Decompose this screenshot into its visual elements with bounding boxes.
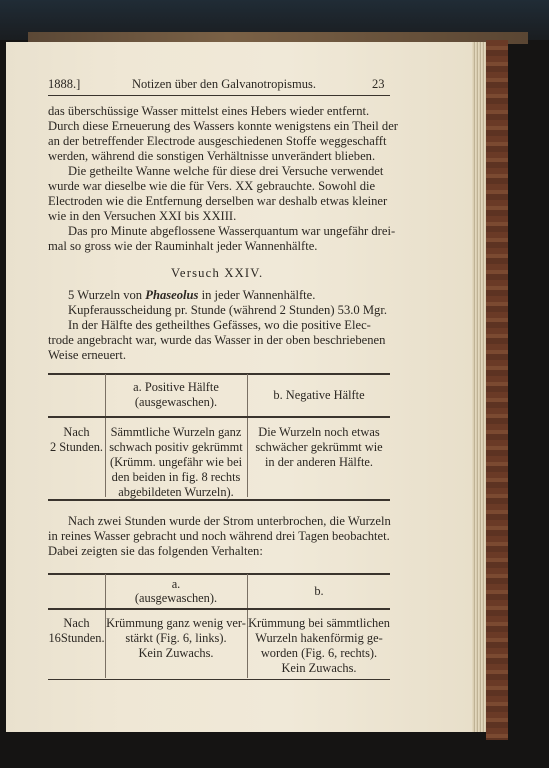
- table-header-b: b.: [314, 584, 324, 598]
- text-line: Nach zwei Stunden wurde der Strom unterbrochen, die Wurzeln: [68, 514, 391, 528]
- table-rule: [48, 373, 390, 375]
- table-cell-b: worden (Fig. 6, rechts).: [260, 646, 378, 660]
- table-rule: [48, 608, 390, 610]
- table-rule: [48, 499, 390, 501]
- table-cell-b: in der anderen Hälfte.: [264, 455, 374, 469]
- row-label: Nach: [63, 616, 90, 630]
- table-cell-a: Sämmtliche Wurzeln ganz: [110, 425, 242, 439]
- text-line: Das pro Minute abgeflossene Wasserquantum war ungefähr drei-: [68, 224, 396, 238]
- table-rule: [48, 679, 390, 680]
- text-segment: in jeder Wannenhälfte.: [201, 288, 316, 302]
- table-header-a: a. Positive Hälfte: [133, 380, 219, 394]
- table-cell-b: Krümmung bei sämmtlichen: [248, 616, 390, 630]
- table-cell-b: Wurzeln hakenförmig ge-: [255, 631, 383, 645]
- text-line: Electroden wie die Entfernung derselben war deshalb etwas kleiner: [48, 194, 388, 208]
- table-header-a: (ausgewaschen).: [134, 591, 218, 605]
- table-cell-a: schwach positiv gekrümmt: [109, 440, 243, 454]
- text-segment: 5 Wurzeln von: [68, 288, 143, 302]
- table-cell-a: Krümmung ganz wenig ver-: [106, 616, 246, 630]
- text-line: trode angebracht war, wurde das Wasser in der oben beschriebenen: [48, 333, 386, 347]
- text-line: In der Hälfte des getheilthes Gefässes, wo die positive Elec-: [68, 318, 371, 332]
- text-line: Weise erneuert.: [48, 348, 127, 362]
- table-cell-a: abgebildeten Wurzeln).: [118, 485, 234, 499]
- section-title: Versuch XXIV.: [171, 266, 264, 280]
- table-cell-a: den beiden in fig. 8 rechts: [111, 470, 241, 484]
- text-line: wie in den Versuchen XXI bis XXIII.: [48, 209, 237, 223]
- table-header-b: b. Negative Hälfte: [273, 388, 365, 402]
- header-rule: [48, 95, 390, 96]
- text-line: Kupferausscheidung pr. Stunde (während 2 Stunden) 53.0 Mgr.: [68, 303, 387, 317]
- text-line: an der betreffender Electrode ausgeschiedenen Stoffe weggeschafft: [48, 134, 387, 148]
- page-number: 23: [372, 77, 385, 91]
- species-name: Phaseolus: [145, 288, 199, 302]
- running-head-year: 1888.]: [48, 77, 81, 91]
- row-label: 2 Stunden.: [49, 440, 103, 454]
- table-cell-a: Kein Zuwachs.: [138, 646, 214, 660]
- table-cell-b: Kein Zuwachs.: [281, 661, 357, 675]
- table-cell-a: (Krümm. ungefähr wie bei: [109, 455, 243, 469]
- running-head-title: Notizen über den Galvanotropismus.: [132, 77, 316, 91]
- text-line: Die getheilte Wanne welche für diese drei Versuche verwendet: [68, 164, 384, 178]
- page-edges: [470, 42, 486, 732]
- text-line: Dabei zeigten sie das folgenden Verhalten:: [48, 544, 263, 558]
- row-label: Nach: [63, 425, 90, 439]
- book-cover-spine: [486, 40, 508, 740]
- text-line: mal so gross wie der Rauminhalt jeder Wannenhälfte.: [48, 239, 318, 253]
- table-cell-b: Die Wurzeln noch etwas: [258, 425, 380, 439]
- table-header-a: (ausgewaschen).: [134, 395, 218, 409]
- table-cell-a: stärkt (Fig. 6, links).: [125, 631, 227, 645]
- text-line: Durch diese Erneuerung des Wassers konnte wenigstens ein Theil der: [48, 119, 398, 133]
- text-line: in reines Wasser gebracht und noch während drei Tagen beobachtet.: [48, 529, 390, 543]
- table-rule: [48, 416, 390, 418]
- table-rule: [48, 573, 390, 575]
- text-line: werden, während die sonstigen Verhältnisse unverändert blieben.: [48, 149, 376, 163]
- text-line: das überschüssige Wasser mittelst eines Hebers wieder entfernt.: [48, 104, 370, 118]
- text-line: [68, 288, 315, 303]
- table-cell-b: schwächer gekrümmt wie: [255, 440, 383, 454]
- table-header-a: a.: [171, 577, 181, 591]
- row-label: 16Stunden.: [48, 631, 105, 645]
- book-page: [6, 42, 472, 732]
- text-line: wurde war dieselbe wie die für Vers. XX gebrauchte. Sowohl die: [48, 179, 376, 193]
